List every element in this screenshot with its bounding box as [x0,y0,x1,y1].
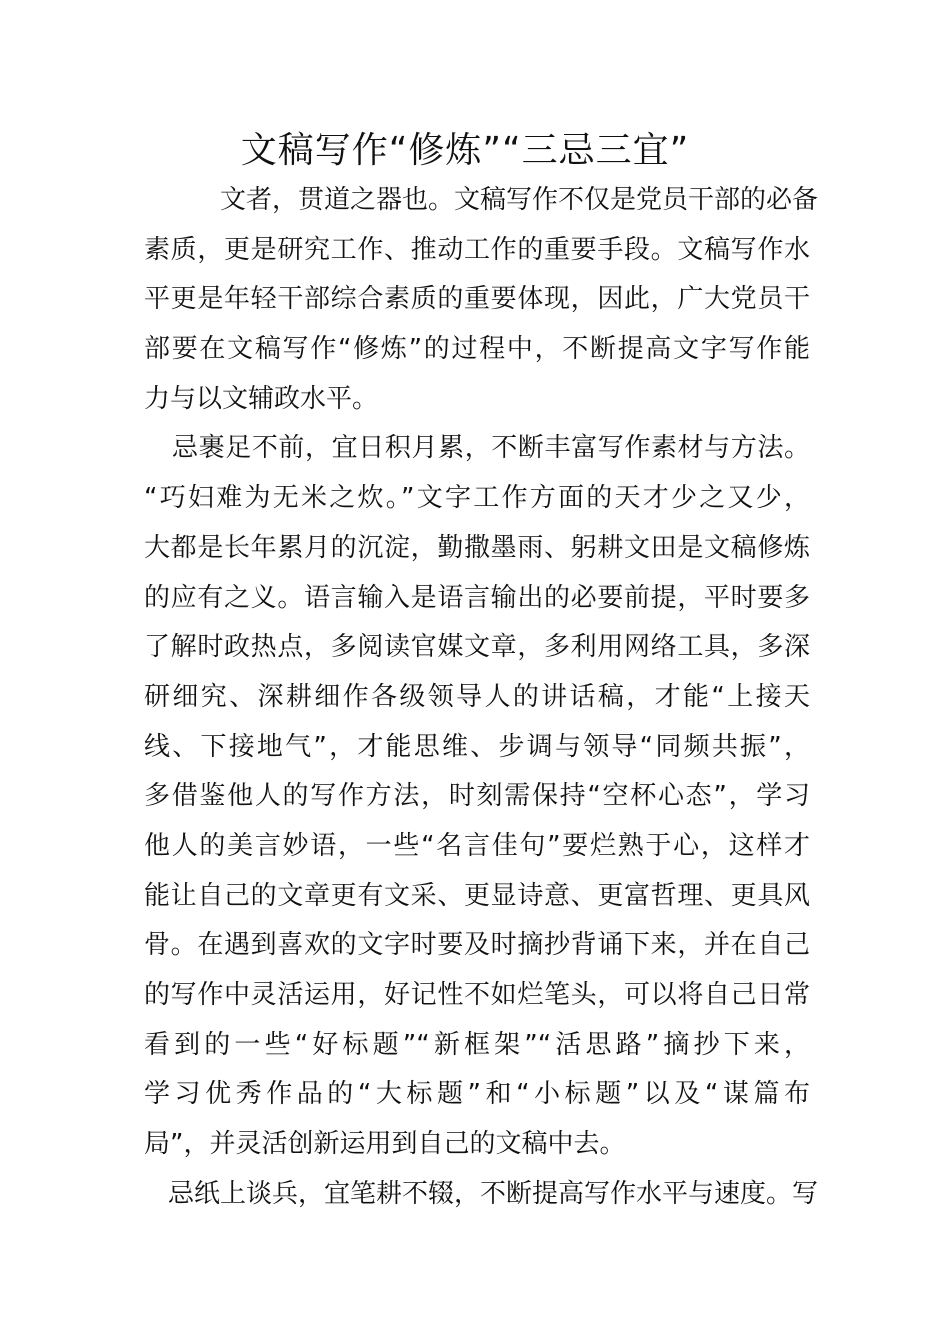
document-body [144,176,819,1219]
paragraph-line: “巧妇难为无米之炊。”文字工作方面的天才少之又少， [144,483,810,514]
paragraph-line: 素质，更是研究工作、推动工作的重要手段。文稿写作水 [144,234,810,265]
paragraph-line: 了解时政热点，多阅读官媒文章，多利用网络工具，多深 [144,632,810,663]
paragraph-line: 看到的一些“好标题”“新框架”“活思路”摘抄下来， [144,1029,810,1060]
paragraph-line: 忌裹足不前，宜日积月累，不断丰富写作素材与方法。 [172,433,810,464]
paragraph-line: 部要在文稿写作“修炼”的过程中，不断提高文字写作能 [144,334,810,365]
paragraph-section-two [144,1170,819,1220]
paragraph-line: 多借鉴他人的写作方法，时刻需保持“空杯心态”，学习 [144,781,810,812]
paragraph-line: 力与以文辅政水平。 [144,383,379,414]
paragraph-line: 的应有之义。语言输入是语言输出的必要前提，平时要多 [144,582,810,613]
paragraph-line: 大都是长年累月的沉淀，勤撒墨雨、躬耕文田是文稿修炼 [144,532,810,563]
paragraph-line: 他人的美言妙语，一些“名言佳句”要烂熟于心，这样才 [144,830,810,861]
paragraph-line: 骨。在遇到喜欢的文字时要及时摘抄背诵下来，并在自己 [144,930,810,961]
paragraph-line: 的写作中灵活运用，好记性不如烂笔头，可以将自己日常 [144,980,810,1010]
paragraph-line: 能让自己的文章更有文采、更显诗意、更富哲理、更具风 [144,880,810,911]
paragraph-line: 研细究、深耕细作各级领导人的讲话稿，才能“上接天 [144,681,810,712]
paragraph-section-one [144,424,810,1169]
paragraph-line: 学习优秀作品的“大标题”和“小标题”以及“谋篇布 [144,1079,810,1110]
paragraph-line: 平更是年轻干部综合素质的重要体现，因此，广大党员干 [144,284,810,315]
paragraph-intro [144,176,819,424]
paragraph-line: 忌纸上谈兵，宜笔耕不辍，不断提高写作水平与速度。写 [168,1178,819,1209]
paragraph-line: 线、下接地气”，才能思维、步调与领导“同频共振”， [144,731,810,762]
paragraph-line: 文者，贯道之器也。文稿写作不仅是党员干部的必备 [220,185,819,215]
paragraph-line: 局”，并灵活创新运用到自己的文稿中去。 [144,1129,626,1160]
document-title: 文稿写作“修炼”“三忌三宜” [240,130,690,171]
